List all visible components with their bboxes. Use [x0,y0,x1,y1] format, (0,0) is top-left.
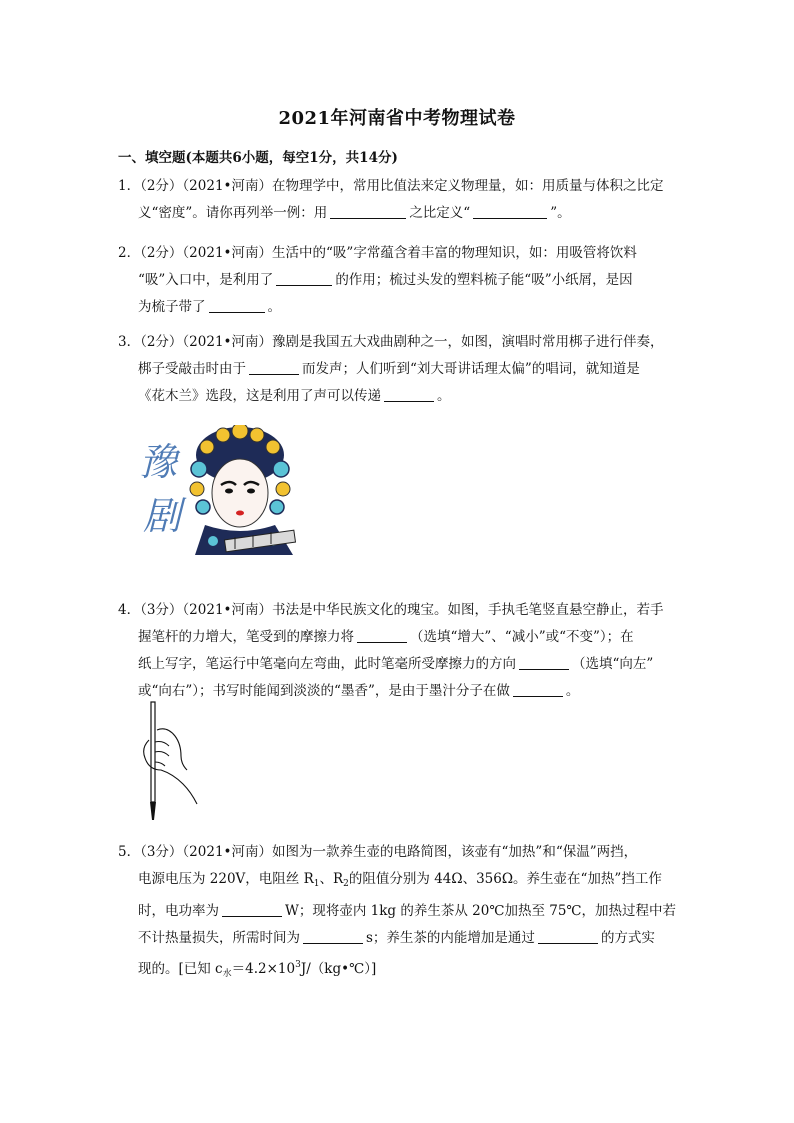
question-3-line-3 [118,383,690,410]
answer-blank[interactable] [357,628,407,643]
figure-char-yu: 豫 [139,440,178,484]
question-text: 时，电功率为 [138,903,219,919]
figure-char-ju: 剧 [143,494,182,538]
question-meta: （2分）（2021•河南） [140,178,273,194]
question-2-line-2 [118,267,690,294]
opera-performer-illustration [135,425,320,555]
question-text: 为梳子带了 [138,299,206,315]
question-meta: （3分）（2021•河南） [140,844,273,860]
question-2 [118,240,690,321]
answer-blank[interactable] [249,360,299,375]
question-meta: （2分）（2021•河南） [140,334,273,350]
section-heading: 一、填空题(本题共6小题，每空1分，共14分) [118,150,398,166]
question-text: W；现将壶内 1kg 的养生茶从 20℃加热至 75℃，加热过程中若 [285,903,677,919]
question-text: 之比定义“ [409,205,471,221]
answer-blank[interactable] [330,204,406,219]
question-text: 。 [565,683,580,699]
question-text: 纸上写字，笔运行中笔毫向左弯曲，此时笔毫所受摩擦力的方向 [138,656,516,672]
question-meta: （2分）（2021•河南） [140,245,273,261]
question-5-line-2 [118,866,690,898]
question-text: 、R [319,871,344,887]
question-text: 义“密度”。请你再列举一例：用 [138,205,328,221]
answer-blank[interactable] [303,929,363,944]
question-5-line-1 [118,839,690,866]
question-1-line-1 [118,173,690,200]
superscript: 3 [295,960,301,970]
question-text: 《花木兰》选段，这是利用了声可以传递 [138,388,381,404]
question-text: 而发声；人们听到“刘大哥讲话理太偏”的唱词，就知道是 [302,361,640,377]
question-text: 或“向右”）；书写时能闻到淡淡的“墨香”，是由于墨汁分子在做 [138,683,510,699]
question-text: 握笔杆的力增大，笔受到的摩擦力将 [138,629,354,645]
question-text: 。 [437,388,451,404]
question-number: 1． [118,178,141,194]
question-3-line-1 [118,329,690,356]
question-text: 在物理学中，常用比值法来定义物理量，如：用质量与体积之比定 [272,178,664,194]
question-text: 生活中的“吸”字常蕴含着丰富的物理知识，如：用吸管将饮料 [272,245,637,261]
question-1-line-2 [118,200,690,227]
question-2-line-3 [118,294,690,321]
question-text: s；养生茶的内能增加是通过 [366,930,535,946]
question-text: 现的。[已知 c [138,961,223,977]
answer-blank[interactable] [209,298,265,313]
subscript: 1 [313,879,320,889]
question-1 [118,173,690,227]
page-title: 2021年河南省中考物理试卷 [278,108,516,129]
question-5-line-3 [118,898,690,925]
question-text: （选填“增大”、“减小”或“不变”）；在 [410,629,634,645]
question-number: 4． [118,602,141,618]
question-text: （选填“向左” [572,656,654,672]
answer-blank[interactable] [222,902,282,917]
question-4-line-2 [118,624,690,651]
question-meta: （3分）（2021•河南） [140,602,273,618]
question-text: 。 [267,299,281,315]
question-number: 2． [118,245,141,261]
question-text: 梆子受敲击时由于 [138,361,246,377]
question-text: 书法是中华民族文化的瑰宝。如图，手执毛笔竖直悬空静止，若手 [272,602,664,618]
question-text: 的作用；梳过头发的塑料梳子能“吸”小纸屑，是因 [335,272,633,288]
question-text: “吸”入口中，是利用了 [138,272,274,288]
question-text: ＝4.2×10 [231,961,296,977]
answer-blank[interactable] [384,387,434,402]
question-3 [118,329,690,410]
question-text: 不计热量损失，所需时间为 [138,930,300,946]
question-number: 5． [118,844,141,860]
answer-blank[interactable] [513,682,563,697]
question-5 [118,839,690,988]
question-3-line-2 [118,356,690,383]
subscript: 2 [343,879,349,889]
question-text: 豫剧是我国五大戏曲剧种之一，如图，演唱时常用梆子进行伴奏， [272,334,664,350]
question-text: ”。 [550,205,571,221]
answer-blank[interactable] [538,929,598,944]
subscript: 水 [222,969,232,979]
answer-blank[interactable] [519,655,569,670]
question-4-line-1 [118,597,690,624]
question-4-line-3 [118,651,690,678]
opera-figure [135,425,320,555]
brush-figure [135,700,215,825]
question-2-line-1 [118,240,690,267]
question-text: J/（kg•℃）] [300,961,377,977]
question-4 [118,597,690,705]
question-text: 电源电压为 220V，电阻丝 R [138,871,314,887]
answer-blank[interactable] [473,204,547,219]
question-text: 的阻值分别为 44Ω、356Ω。养生壶在“加热”挡工作 [348,871,662,887]
question-number: 3． [118,334,141,350]
question-5-line-5 [118,952,690,988]
answer-blank[interactable] [276,271,332,286]
question-5-line-4 [118,925,690,952]
question-text: 如图为一款养生壶的电路简图，该壶有“加热”和“保温”两挡， [272,844,638,860]
hand-holding-brush-illustration [135,700,215,825]
question-text: 的方式实 [600,930,655,946]
